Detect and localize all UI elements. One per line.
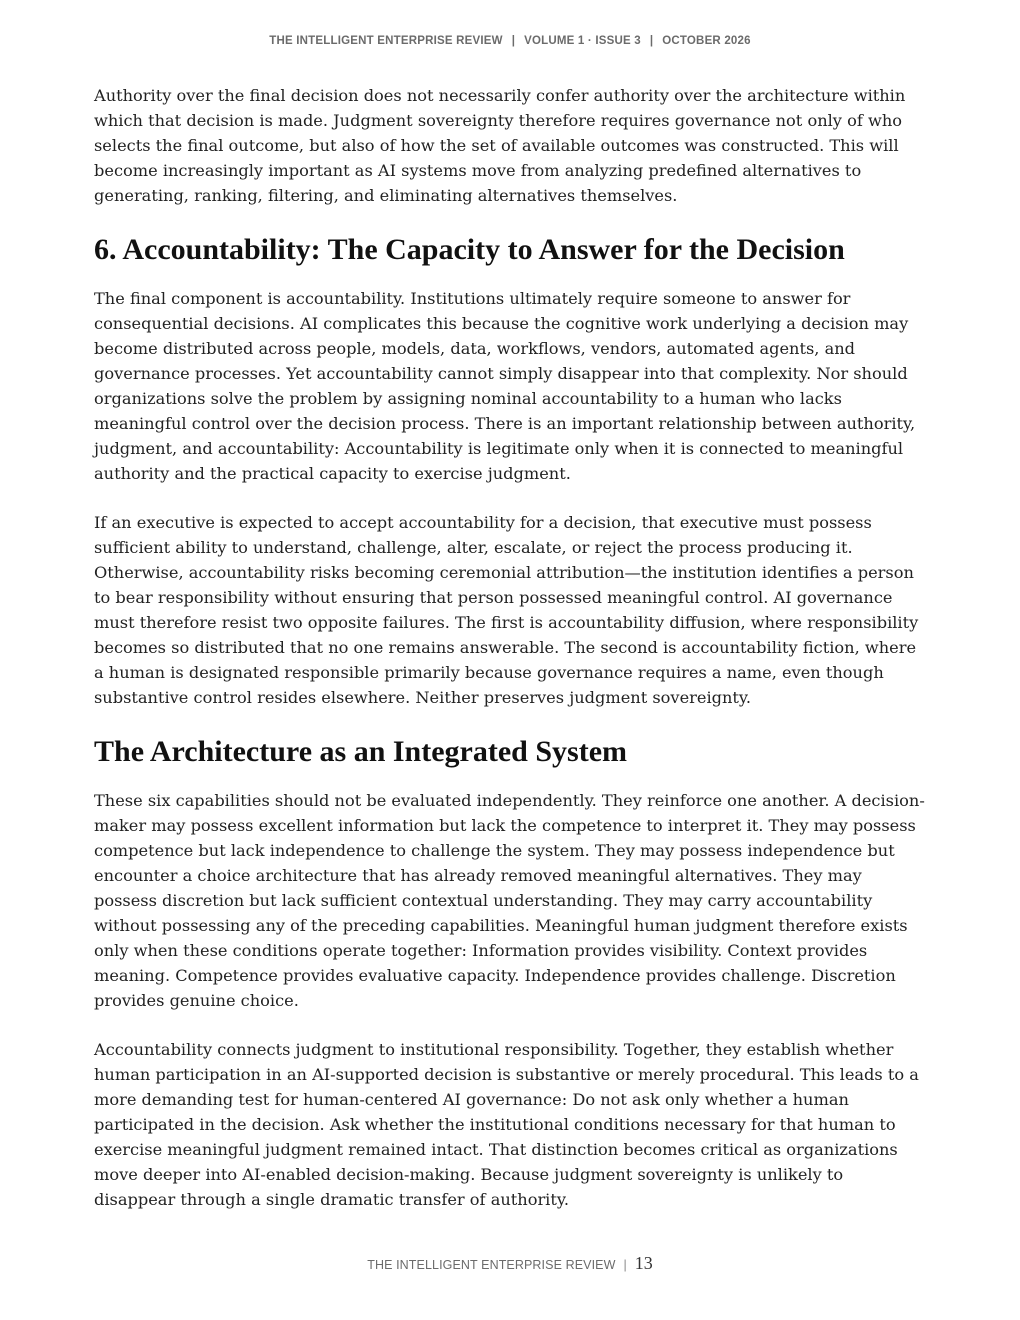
header-volume-issue: VOLUME 1 · ISSUE 3: [524, 35, 641, 47]
intro-paragraph: Authority over the final decision does not necessarily confer authority over the architecture within which that decision is made. Judgment sovereignty therefore requires governance not only of who selects the final outcome, but also of how the set of available outcomes was constructed. This will become increasingly important as AI systems move from analyzing predefined alternatives to generating, ranking, filtering, and eliminating alternatives themselves.: [94, 86, 906, 205]
header-separator: |: [511, 35, 516, 47]
header-journal-title: THE INTELLIGENT ENTERPRISE REVIEW: [269, 35, 503, 47]
accountability-paragraph-1: The final component is accountability. Institutions ultimately require someone to answer for consequential decisions. AI complicates this because the cognitive work underlying a decision may become distributed across people, models, data, workflows, vendors, automated agents, and governance processes. Yet accountability cannot simply disappear into that complexity. Nor should organizations solve the problem by assigning nominal accountability to a human who lacks meaningful control over the decision process. There is an important relationship between authority, judgment, and accountability: Accountability is legitimate only when it is connected to meaningful authority and the practical capacity to exercise judgment.: [94, 289, 916, 483]
architecture-paragraph-1: These six capabilities should not be evaluated independently. They reinforce one another. A decision-maker may possess excellent information but lack the competence to interpret it. They may possess competence but lack independence to challenge the system. They may possess independence but encounter a choice architecture that has already removed meaningful alternatives. They may possess discretion but lack sufficient contextual understanding. They may carry accountability without possessing any of the preceding capabilities. Meaningful human judgment therefore exists only when these conditions operate together: Information provides visibility. Context provides meaning. Competence provides evaluative capacity. Independence provides challenge. Discretion provides genuine choice.: [94, 791, 925, 1010]
section-heading-architecture: The Architecture as an Integrated System: [94, 735, 627, 768]
page-number: 13: [634, 1253, 653, 1273]
accountability-paragraph-2: If an executive is expected to accept accountability for a decision, that executive must possess sufficient ability to understand, challenge, alter, escalate, or reject the process producing it. Otherwise, accountability risks becoming ceremonial attribution—the institution identifies a person to bear responsibility without ensuring that person possessed meaningful control. AI governance must therefore resist two opposite failures. The first is accountability diffusion, where responsibility becomes so distributed that no one remains answerable. The second is accountability fiction, where a human is designated responsible primarily because governance requires a name, even though substantive control resides elsewhere. Neither preserves judgment sovereignty.: [94, 513, 919, 707]
architecture-paragraph-2: Accountability connects judgment to institutional responsibility. Together, they establish whether human participation in an AI-supported decision is substantive or merely procedural. This leads to a more demanding test for human-centered AI governance: Do not ask only whether a human participated in the decision. Ask whether the institutional conditions necessary for that human to exercise meaningful judgment remained intact. That distinction becomes critical as organizations move deeper into AI-enabled decision-making. Because judgment sovereignty is unlikely to disappear through a single dramatic transfer of authority.: [94, 1040, 919, 1209]
section-heading-accountability: 6. Accountability: The Capacity to Answer for the Decision: [94, 233, 845, 266]
footer-separator: |: [623, 1258, 627, 1272]
page-footer: [0, 1253, 1020, 1274]
header-date: OCTOBER 2026: [662, 35, 751, 47]
footer-journal-title: THE INTELLIGENT ENTERPRISE REVIEW: [367, 1258, 616, 1272]
header-separator: |: [649, 35, 654, 47]
running-header: [0, 35, 1020, 47]
article-body: [94, 83, 926, 1236]
